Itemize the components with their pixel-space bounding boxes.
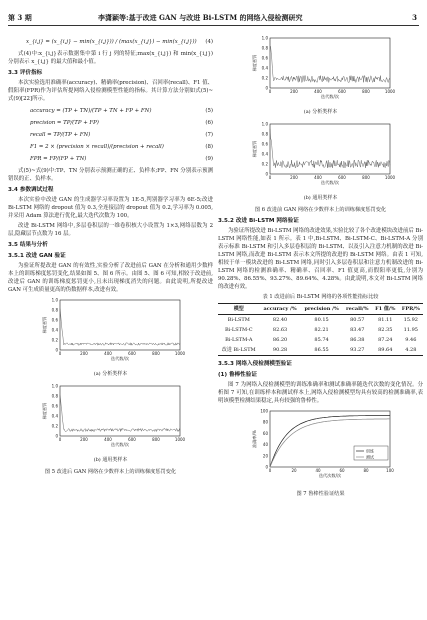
- section-eval: 3.3 评价指标: [8, 70, 43, 76]
- table-cell: 82.35: [378, 327, 393, 333]
- table-header: precision /%: [304, 306, 339, 312]
- table-row: [218, 345, 423, 356]
- bilstm-text: 为验证所提改进 Bi-LSTM 网络的改进效果,实验比较了各个改进模块改进前后 Bi-LSTM 网络性能,如表 1 所示。表 1 中,Bi-LSTM、Bi-LSTM-C、Bi-LSTM-A 分别表示标准 Bi-LSTM 和引入多层卷积层的 Bi-LSTM、以及引入注意力机制的改进 Bi-LSTM 网络,而改进 Bi-LSTM 表示本文所提的改进的 Bi-LSTM 网络。由表 1 可知,相较于单一模块改进的 Bi-LSTM 网络,同时引入多层卷积层和注意力机制改进的 Bi-LSTM 网络的检测准确率、精确率、召回率、F1 值更高,而假阳率更低,分别为 90.28%、86.55%、93.27%、89.64%、4.28%。由此说明,本文对 Bi-LSTM 网络的改进有效。: [218, 228, 423, 290]
- conv-text: 图 7 为网络入侵检测模型的训练准确率和测试准确率随迭代次数的变化情况。分析图 7 可知,在训练样本和测试样本上,网络入侵检测模型均具有较高的检测准确率,表明该模型检测结果稳定,具有较强的鲁棒性。: [218, 382, 423, 404]
- x-axis-label: 迭代次数/次: [318, 473, 342, 478]
- equation-4: x_{i,j} = (x_{i,j} − min(x_{i,j})) / (max(x_{i,j}) − min(x_{i,j})) (4): [26, 39, 213, 45]
- y-tick-label: 1.0: [51, 297, 58, 303]
- header-rule: [8, 25, 419, 26]
- y-axis-label: 梯度惩罚: [252, 140, 257, 158]
- figure-6a-caption: (a) 分析类样本: [303, 109, 338, 115]
- table-cell: 改进 Bi-LSTM: [221, 347, 256, 353]
- x-tick-label: 800: [362, 89, 370, 94]
- y-tick-label: 80: [262, 419, 268, 425]
- x-tick-label: 40: [315, 468, 321, 473]
- y-tick-label: 0: [265, 464, 268, 470]
- figure-6a-plot: [218, 34, 423, 104]
- x-tick-label: 1000: [174, 351, 186, 356]
- x-tick-label: 60: [339, 468, 345, 473]
- table-header: FPR/%: [401, 306, 420, 312]
- figure-5b-caption: (b) 通用类样本: [93, 457, 128, 463]
- x-tick-label: 400: [314, 89, 322, 94]
- x-tick-label: 200: [80, 351, 88, 356]
- table-cell: 9.46: [405, 337, 417, 343]
- table-cell: Bi-LSTM-C: [224, 327, 253, 333]
- y-tick-label: 0.4: [51, 413, 58, 419]
- page-number: 3: [412, 13, 417, 22]
- series-line: [270, 46, 390, 82]
- table-header: recall/%: [346, 306, 369, 312]
- x-tick-label: 600: [338, 175, 346, 180]
- x-tick-label: 800: [152, 351, 160, 356]
- table-cell: 15.92: [403, 317, 418, 323]
- table-cell: 86.55: [314, 347, 329, 353]
- gan-text: 为验证所提改进 GAN 的有效性,实验分析了改进前后 GAN 在分析和通用少数样本上的训练梯度惩罚变化,结果如图 5、图 6 所示。由图 5、图 6 可知,相较于改进前,改进后 GAN 的训练梯度惩罚更小,且未出现梯度消失的问题。由此说明,所提改进 GAN 可生成质量更高的伪数据样本,改进有效。: [8, 263, 213, 293]
- x-tick-label: 100: [386, 468, 394, 473]
- x-axis-label: 迭代数/次: [110, 442, 130, 447]
- y-tick-label: 0.4: [261, 151, 268, 157]
- right-column: [218, 34, 423, 500]
- figure-6b-plot: [218, 120, 423, 190]
- x-tick-label: 0: [58, 351, 62, 356]
- section-results: 3.5 结果与分析: [8, 242, 48, 248]
- table-header-row: [218, 304, 423, 315]
- y-tick-label: 0.2: [261, 75, 268, 81]
- y-tick-label: 0.6: [51, 403, 58, 409]
- y-tick-label: 0.8: [51, 393, 58, 399]
- x-tick-label: 200: [290, 89, 298, 94]
- x-tick-label: 0: [268, 175, 272, 180]
- page-header: [0, 0, 427, 30]
- section-net: 3.5.3 网络入侵检测模型验证: [218, 361, 292, 367]
- section-gan: 3.5.1 改进 GAN 验证: [8, 253, 66, 259]
- eval-text: 本次实验选用准确率(accuracy)、精确率(precision)、召回率(recall)、F1 值、假阳率(FPR)作为评估所提网络入侵检测模型性能的指标。其计算方法分别如式(5)~式(9)[22]所示。: [8, 80, 213, 102]
- x-axis-label: 迭代数/次: [320, 180, 340, 185]
- y-tick-label: 100: [260, 408, 268, 414]
- figure-5b-plot: [8, 382, 213, 452]
- x-tick-label: 600: [128, 351, 136, 356]
- table-cell: 80.57: [350, 317, 365, 323]
- y-tick-label: 1.0: [261, 35, 268, 41]
- y-axis-label: 梯度惩罚: [42, 316, 47, 334]
- series-line: [60, 395, 180, 431]
- table-cell: 93.27: [350, 347, 365, 353]
- equation-8: F1 = 2 × (precision × recall)/(precision + recall) (8): [30, 144, 213, 150]
- left-column: [8, 34, 213, 478]
- x-axis-label: 迭代数/次: [320, 94, 340, 99]
- y-tick-label: 1.0: [51, 383, 58, 389]
- table-cell: 86.38: [350, 337, 365, 343]
- table-cell: Bi-LSTM: [227, 317, 250, 323]
- x-tick-label: 0: [268, 89, 272, 94]
- table-1: [218, 303, 423, 356]
- series-line: [60, 309, 180, 346]
- params-text-1: 本次实验中改进 GAN 的生成器学习率设置为 1E-5,判别器学习率为 6E-5;改进 Bi-LSTM 网络的 dropout 值为 0.3,全连接层的 dropout 值为 0.2,学习率为 0.005,并采用 Adam 算法进行优化,最大迭代次数为 100。: [8, 197, 213, 219]
- table-row: [218, 315, 423, 326]
- table-row: [218, 335, 423, 345]
- table-header: 模型: [233, 306, 244, 312]
- x-tick-label: 20: [291, 468, 297, 473]
- table-cell: 82.21: [314, 327, 329, 333]
- y-tick-label: 0.2: [51, 337, 58, 343]
- equation-5: accuracy = (TP + TN)/(TP + TN + FP + FN) (5): [30, 108, 213, 114]
- section-params: 3.4 参数调试过程: [8, 187, 54, 193]
- table-cell: 82.40: [272, 317, 288, 323]
- y-tick-label: 0: [265, 171, 268, 177]
- y-tick-label: 0.6: [261, 141, 268, 147]
- x-tick-label: 1000: [384, 175, 396, 180]
- equation-9: FPR = FP/(FP + TN) (9): [30, 156, 213, 162]
- table-cell: 87.24: [378, 337, 393, 343]
- table-cell: 86.20: [272, 337, 288, 343]
- y-tick-label: 20: [262, 453, 268, 459]
- figure-5a-plot: [8, 296, 213, 366]
- y-tick-label: 0.4: [261, 65, 268, 71]
- y-tick-label: 0: [265, 85, 268, 91]
- issue-number: 第 3 期: [8, 13, 32, 22]
- table-header: accuracy /%: [263, 306, 297, 312]
- table-cell: 82.63: [272, 327, 288, 333]
- x-axis-label: 迭代数/次: [110, 356, 130, 361]
- legend-label-train: 训练: [366, 448, 374, 454]
- table-cell: 83.47: [350, 327, 365, 333]
- x-tick-label: 80: [363, 468, 369, 473]
- plot-frame: [270, 124, 390, 174]
- x-tick-label: 0: [268, 468, 272, 473]
- x-tick-label: 200: [80, 437, 88, 442]
- table-cell: 85.74: [314, 337, 329, 343]
- equation-7: recall = TP/(TP + FN) (7): [30, 132, 213, 138]
- series-line: [270, 129, 390, 168]
- table-cell: 4.28: [405, 347, 417, 353]
- figure-7-caption: 图 7 鲁棒性验证结果: [296, 491, 345, 497]
- figure-5-caption: 图 5 改进后 GAN 网络在少数样本上的训练梯度惩罚变化: [44, 469, 177, 475]
- x-tick-label: 0: [58, 437, 62, 442]
- y-axis-label: 梯度惩罚: [42, 402, 47, 420]
- x-tick-label: 1000: [384, 89, 396, 94]
- norm-desc: 式(4)中:x_{i,j}表示数据集中第 i 行 j 列的特征;max(x_{i,j}) 和 min(x_{i,j}) 分别表示 x_{i,j} 的最大值和最小值。: [8, 51, 213, 65]
- table-cell: 80.15: [314, 317, 329, 323]
- x-tick-label: 600: [338, 89, 346, 94]
- y-axis-label: 梯度惩罚: [252, 54, 257, 72]
- y-tick-label: 0: [55, 433, 58, 439]
- y-tick-label: 0.2: [261, 161, 268, 167]
- figure-5a-caption: (a) 分析类样本: [93, 371, 128, 377]
- x-tick-label: 800: [152, 437, 160, 442]
- running-title: 李潇颖等:基于改进 GAN 与改进 Bi-LSTM 的网络入侵检测研究: [98, 13, 303, 22]
- equation-6: precision = TP/(TP + FP) (6): [30, 120, 213, 126]
- y-tick-label: 1.0: [261, 121, 268, 127]
- figure-7-plot: [218, 407, 423, 485]
- table-row: [218, 325, 423, 335]
- section-bilstm: 3.5.2 改进 Bi-LSTM 网络验证: [218, 218, 299, 224]
- section-conv: (1) 鲁棒性验证: [218, 372, 257, 378]
- x-tick-label: 800: [362, 175, 370, 180]
- table-1-caption: 表 1 改进前后 Bi-LSTM 网络的各项性能指标比较: [262, 294, 379, 300]
- x-tick-label: 400: [314, 175, 322, 180]
- x-tick-label: 400: [104, 351, 112, 356]
- y-tick-label: 0.6: [261, 55, 268, 61]
- table-cell: 89.64: [378, 347, 393, 353]
- x-tick-label: 600: [128, 437, 136, 442]
- y-tick-label: 0.8: [261, 131, 268, 137]
- y-tick-label: 0.8: [261, 45, 268, 51]
- table-cell: Bi-LSTM-A: [225, 337, 253, 343]
- figure-6b-caption: (b) 通用类样本: [303, 195, 338, 201]
- figure-6-caption: 图 6 改进前 GAN 网络在少数样本上的训练梯度惩罚变化: [254, 207, 387, 213]
- x-tick-label: 1000: [174, 437, 186, 442]
- y-axis-label: 准确率/%: [252, 430, 257, 448]
- legend-label-test: 测试: [366, 454, 374, 460]
- table-header: F1 值/%: [375, 306, 396, 312]
- x-tick-label: 200: [290, 175, 298, 180]
- y-tick-label: 0: [55, 347, 58, 353]
- y-tick-label: 40: [262, 442, 268, 448]
- y-tick-label: 0.2: [51, 423, 58, 429]
- eq-desc: 式(5)~式(9)中:TP、TN 分别表示预测正确的正、负样本;FP、FN 分别表示预测错误的正、负样本。: [8, 168, 213, 182]
- y-tick-label: 0.8: [51, 307, 58, 313]
- y-tick-label: 60: [262, 430, 268, 436]
- params-text-2: 改进 Bi-LSTM 网络中,多层卷积层的一维卷积核大小设置为 1×3,网络层数为 2 层,隐藏层节点数为 16 层。: [8, 223, 213, 237]
- y-tick-label: 0.6: [51, 317, 58, 323]
- y-tick-label: 0.4: [51, 327, 58, 333]
- table-cell: 90.28: [272, 347, 288, 353]
- table-cell: 81.11: [378, 317, 393, 323]
- x-tick-label: 400: [104, 437, 112, 442]
- table-cell: 11.95: [403, 327, 418, 333]
